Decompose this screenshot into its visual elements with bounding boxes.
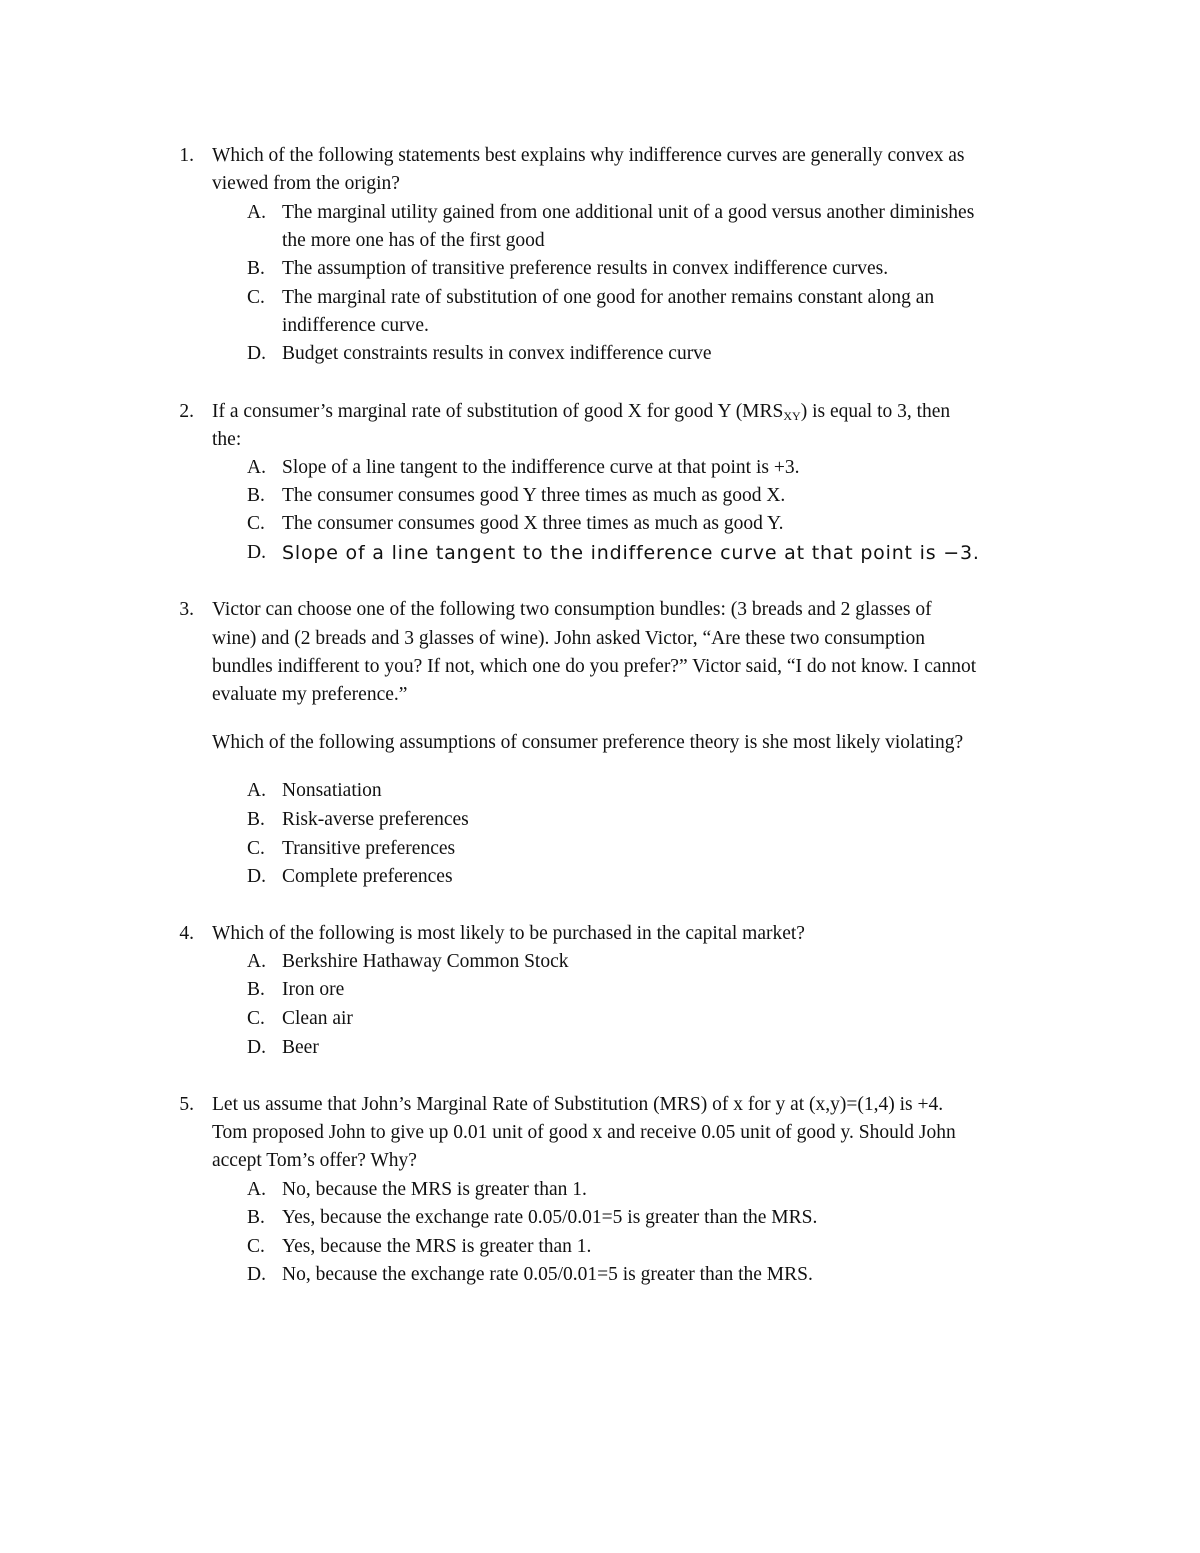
option-text: Clean air xyxy=(282,1008,353,1029)
option-text: The marginal utility gained from one additional unit of a good versus another diminishes xyxy=(282,202,975,223)
question-number: 2. xyxy=(179,401,194,422)
option-letter: C. xyxy=(247,513,265,534)
question-stem-line: Which of the following statements best explains why indifference curves are generally convex as xyxy=(212,145,965,166)
option-text: Berkshire Hathaway Common Stock xyxy=(282,951,569,972)
option-letter: A. xyxy=(247,951,266,972)
question-stem-line: the: xyxy=(212,429,242,450)
question-number: 3. xyxy=(179,599,194,620)
question-stem-line: accept Tom’s offer? Why? xyxy=(212,1150,417,1171)
question-stem-line: If a consumer’s marginal rate of substitution of good X for good Y $(MRS_{XY})$ is equal to 3, then xyxy=(212,401,951,423)
option-letter: B. xyxy=(247,809,265,830)
option-text: Budget constraints results in convex indifference curve xyxy=(282,343,712,364)
option-text: No, because the exchange rate 0.05/0.01=5 is greater than the MRS. xyxy=(282,1264,813,1285)
option-text: The marginal rate of substitution of one good for another remains constant along an xyxy=(282,287,935,308)
question-stem-line: Let us assume that John’s Marginal Rate of Substitution (MRS) of x for y at (x,y)=(1,4) is +4. xyxy=(212,1094,944,1115)
option-letter: C. xyxy=(247,1236,265,1257)
option-letter: B. xyxy=(247,258,265,279)
option-text: indifference curve. xyxy=(282,315,429,336)
question-prompt: Which of the following assumptions of consumer preference theory is she most likely violating? xyxy=(212,732,964,753)
option-text: Yes, because the exchange rate 0.05/0.01=5 is greater than the MRS. xyxy=(282,1207,818,1228)
option-letter: B. xyxy=(247,485,265,506)
option-text: Slope of a line tangent to the indifference curve at that point is −3. xyxy=(282,542,980,564)
option-text: Iron ore xyxy=(282,979,345,1000)
option-letter: A. xyxy=(247,202,266,223)
option-letter: C. xyxy=(247,287,265,308)
option-letter: B. xyxy=(247,979,265,1000)
option-letter: D. xyxy=(247,1264,266,1285)
option-text: Risk-averse preferences xyxy=(282,809,469,830)
option-text: The consumer consumes good Y three times as much as good X. xyxy=(282,485,786,506)
question-stem-line: wine) and (2 breads and 3 glasses of wine). John asked Victor, “Are these two consumption xyxy=(212,628,926,649)
option-letter: A. xyxy=(247,457,266,478)
option-text: The assumption of transitive preference results in convex indifference curves. xyxy=(282,258,889,279)
option-letter: C. xyxy=(247,838,265,859)
question-number: 1. xyxy=(179,145,194,166)
option-letter: A. xyxy=(247,780,266,801)
option-letter: D. xyxy=(247,542,266,563)
option-text: the more one has of the first good xyxy=(282,230,545,251)
option-text: Transitive preferences xyxy=(282,838,456,859)
option-letter: C. xyxy=(247,1008,265,1029)
option-text: Complete preferences xyxy=(282,866,453,887)
option-text: No, because the MRS is greater than 1. xyxy=(282,1179,587,1200)
option-letter: A. xyxy=(247,1179,266,1200)
option-text: The consumer consumes good X three times as much as good Y. xyxy=(282,513,784,534)
question-stem-line: Tom proposed John to give up 0.01 unit of good x and receive 0.05 unit of good y. Should John xyxy=(212,1122,956,1143)
subscript-xy: XY xyxy=(783,409,801,423)
option-letter: B. xyxy=(247,1207,265,1228)
question-stem-line: viewed from the origin? xyxy=(212,173,400,194)
option-text: Yes, because the MRS is greater than 1. xyxy=(282,1236,592,1257)
option-letter: D. xyxy=(247,1037,266,1058)
option-text: Slope of a line tangent to the indifference curve at that point is +3. xyxy=(282,457,800,478)
question-stem-line: evaluate my preference.” xyxy=(212,684,408,705)
option-letter: D. xyxy=(247,343,266,364)
question-stem-line: bundles indifferent to you? If not, which one do you prefer?” Victor said, “I do not know. I cannot xyxy=(212,656,977,677)
option-letter: D. xyxy=(247,866,266,887)
option-text: Nonsatiation xyxy=(282,780,382,801)
option-text: Beer xyxy=(282,1037,319,1058)
question-number: 5. xyxy=(179,1094,194,1115)
question-number: 4. xyxy=(179,923,194,944)
question-stem-line: Victor can choose one of the following two consumption bundles: (3 breads and 2 glasses of xyxy=(212,599,932,620)
question-stem-line: Which of the following is most likely to be purchased in the capital market? xyxy=(212,923,805,944)
